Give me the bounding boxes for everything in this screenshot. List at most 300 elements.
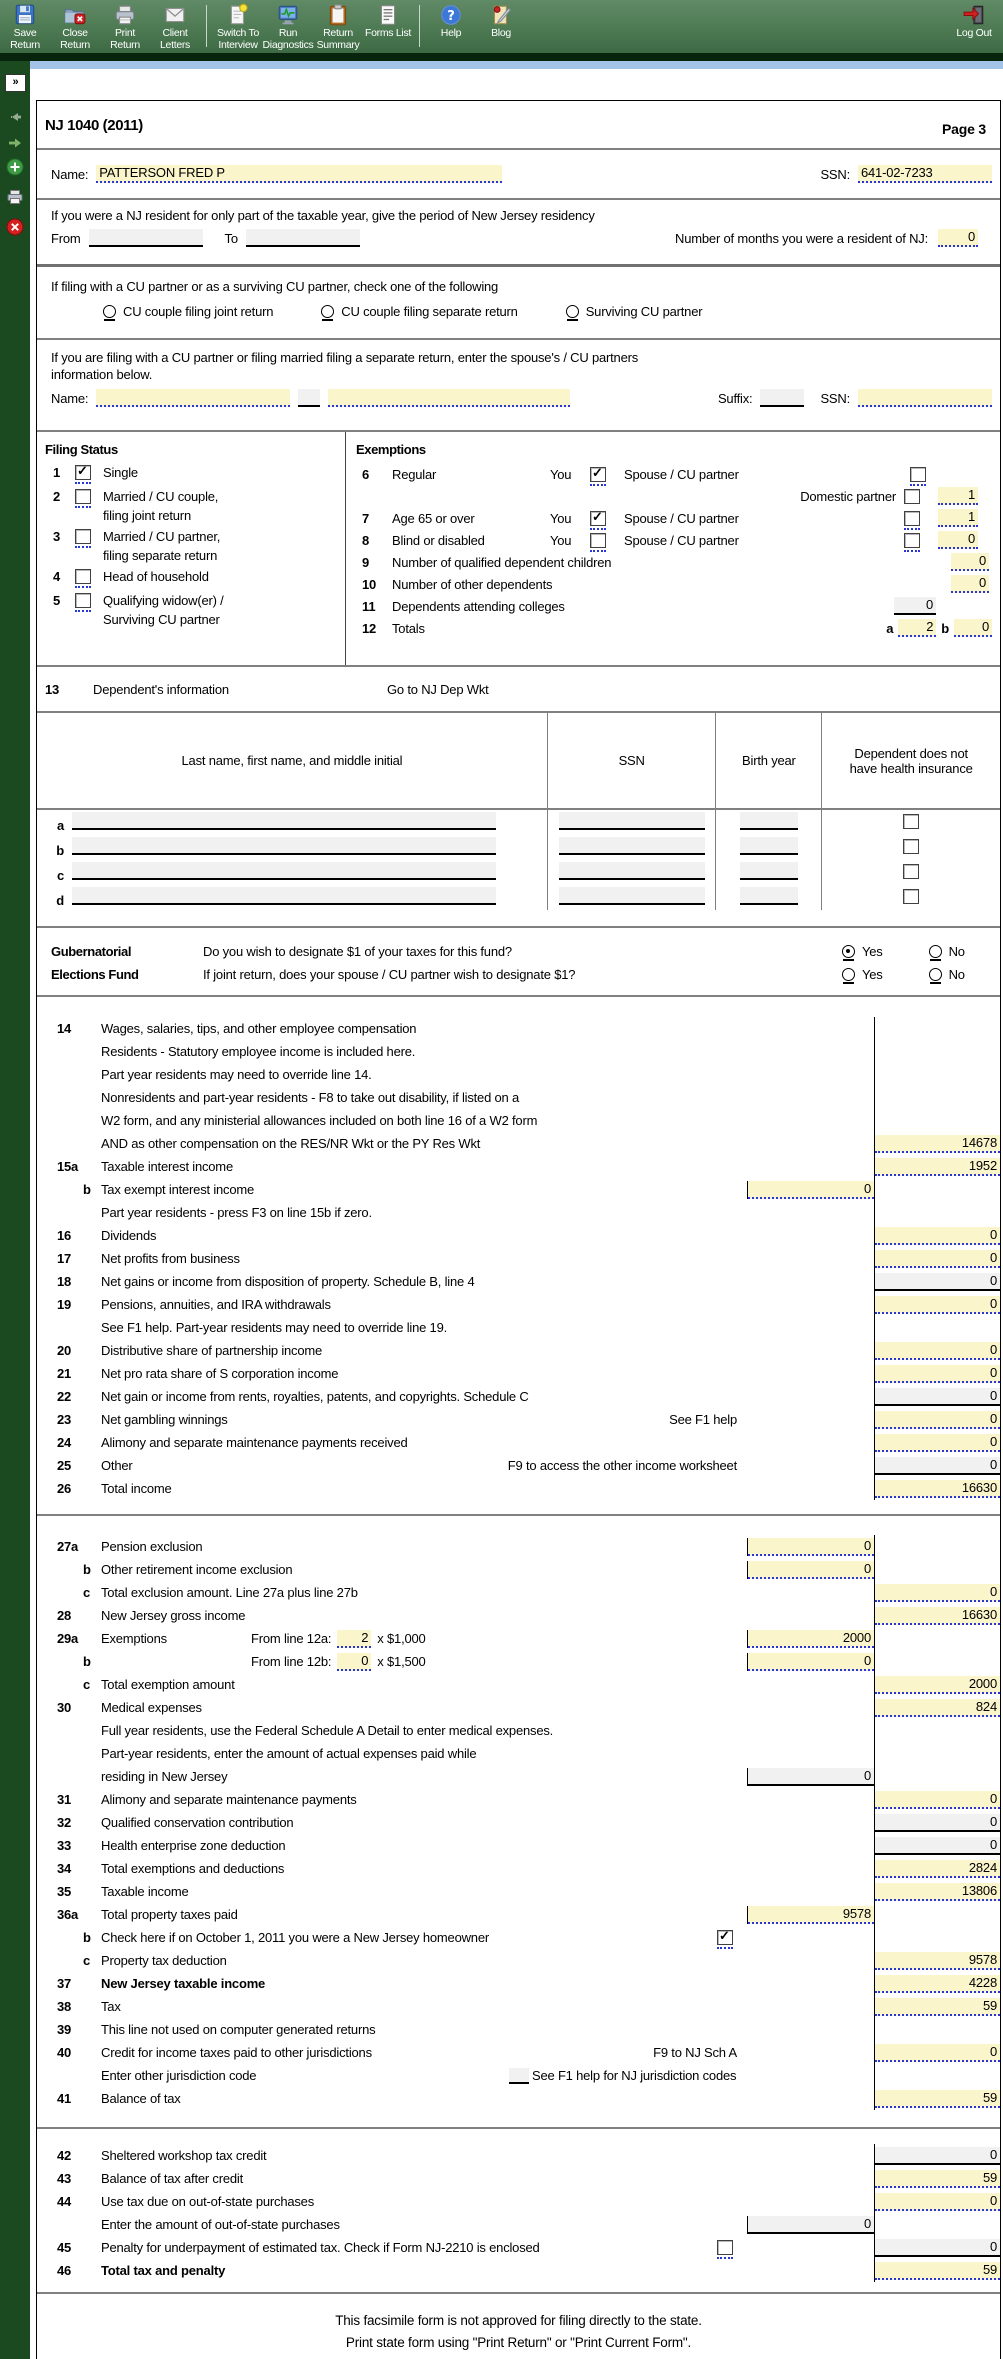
line-number: 10 xyxy=(362,576,377,592)
line-32-value-field[interactable]: 0 xyxy=(875,1814,1000,1832)
filing-status-label: Married / CU partner, filing separate return xyxy=(103,529,221,563)
form-line-19 xyxy=(45,1293,1000,1316)
line-number: 36a xyxy=(57,1907,79,1922)
you-label: You xyxy=(550,466,572,482)
other-dependents-field[interactable]: 0 xyxy=(951,575,989,593)
line-number: 43 xyxy=(57,2171,72,2186)
line-number: b xyxy=(83,1930,91,1945)
line-number: c xyxy=(83,1585,91,1600)
line-b-amount-field[interactable]: 0 xyxy=(748,1181,874,1199)
dependent-ssn-field[interactable] xyxy=(559,837,705,855)
form-line-18 xyxy=(45,1270,1000,1293)
spouse-middle-initial-field[interactable] xyxy=(298,389,320,407)
regular-spouse-checkbox[interactable] xyxy=(910,467,926,482)
dependent-name-field[interactable] xyxy=(72,812,496,830)
col-header-birth-year: Birth year xyxy=(716,712,822,809)
form-line-27a xyxy=(45,1535,1000,1558)
line-41-value-field[interactable]: 59 xyxy=(875,2090,1000,2108)
filing-status-label: Single xyxy=(103,465,138,480)
filing-status-label: Married / CU couple, filing joint return xyxy=(103,489,219,523)
line-number: 25 xyxy=(57,1458,72,1473)
line-label: Other retirement income exclusion xyxy=(101,1562,293,1577)
spouse-suffix-field[interactable] xyxy=(760,389,804,407)
exemption-label: Number of qualified dependent children xyxy=(392,554,612,570)
exemption-row-domestic xyxy=(356,485,994,507)
line-number: 34 xyxy=(57,1861,72,1876)
form-line-22 xyxy=(45,1385,1000,1408)
line-label: Part year residents may need to override line 14. xyxy=(101,1067,372,1082)
fund-you-yes-radio[interactable] xyxy=(842,945,855,958)
top-toolbar xyxy=(0,0,1003,53)
form-line-35 xyxy=(45,1880,1000,1903)
dependent-name-field[interactable] xyxy=(72,862,496,880)
line-number: 27a xyxy=(57,1539,79,1554)
cu-option-label: CU couple filing joint return xyxy=(123,304,274,319)
blog-button[interactable] xyxy=(478,3,524,40)
suffix-label: Suffix: xyxy=(717,390,753,406)
line-label: Net gain or income from rents, royalties, patents, and copyrights. Schedule C xyxy=(101,1389,529,1404)
cu-instruction: If filing with a CU partner or as a surviving CU partner, check one of the following xyxy=(51,279,499,294)
form-line-cont xyxy=(45,1109,1000,1132)
line-cont-amount-field[interactable]: 0 xyxy=(748,2216,874,2234)
line-label: Sheltered workshop tax credit xyxy=(101,2148,267,2163)
line-15a-value-field[interactable]: 1952 xyxy=(875,1158,1000,1176)
log-out-button[interactable] xyxy=(951,3,997,40)
line-27a-amount-field[interactable]: 0 xyxy=(748,1538,874,1556)
exemption-blind-count[interactable]: 0 xyxy=(938,531,978,549)
line-number: 2 xyxy=(53,489,61,504)
you-label: You xyxy=(550,510,572,526)
exemption-row-12 xyxy=(356,617,994,639)
line-46-value-field[interactable]: 59 xyxy=(875,2262,1000,2280)
dependents-table xyxy=(37,711,1000,910)
line-24-value-field[interactable]: 0 xyxy=(875,1434,1000,1452)
exemption-count-field[interactable]: 2 xyxy=(337,1630,371,1648)
line-label: Distributive share of partnership income xyxy=(101,1343,323,1358)
taxpayer-ssn-field[interactable]: 641-02-7233 xyxy=(858,165,992,183)
age65-you-checkbox[interactable] xyxy=(590,511,606,526)
exemption-row-6 xyxy=(356,463,994,485)
form-line-cont xyxy=(45,1201,1000,1224)
form-line-21 xyxy=(45,1362,1000,1385)
filing-status-checkbox-2[interactable] xyxy=(75,489,91,504)
line-label: Taxable income xyxy=(101,1884,189,1899)
help-button[interactable] xyxy=(428,3,474,40)
taxpayer-name-field[interactable]: PATTERSON FRED P xyxy=(96,165,502,183)
form-line-42 xyxy=(45,2144,1000,2167)
line-number: 33 xyxy=(57,1838,72,1853)
line-cont-amount-field[interactable]: 0 xyxy=(748,1768,874,1786)
line-number: 28 xyxy=(57,1608,72,1623)
line-label: This line not used on computer generated returns xyxy=(101,2022,376,2037)
line-label: Exemptions xyxy=(101,1631,167,1646)
line-25-value-field[interactable]: 0 xyxy=(875,1457,1000,1475)
multiplier-label: x $1,000 xyxy=(377,1631,426,1646)
line-number: 20 xyxy=(57,1343,72,1358)
cu-option-radio[interactable] xyxy=(103,305,116,318)
line-label: Part year residents - press F3 on line 15b if zero. xyxy=(101,1205,372,1220)
exemption-label: Dependents attending colleges xyxy=(392,598,565,614)
forms-list-button[interactable] xyxy=(365,3,411,40)
cu-option-radio[interactable] xyxy=(321,305,334,318)
footer-line-1: This facsimile form is not approved for filing directly to the state. xyxy=(335,2313,702,2328)
form-line-cont xyxy=(45,1765,1000,1788)
filing-status-checkbox-5[interactable] xyxy=(75,593,91,608)
exemption-label: Totals xyxy=(392,620,425,636)
exemption-label: Blind or disabled xyxy=(392,532,485,548)
line-label: Alimony and separate maintenance payments received xyxy=(101,1435,408,1450)
printer-icon xyxy=(113,3,137,27)
dependents-section xyxy=(37,667,1000,928)
sub-label: From line 12a: xyxy=(251,1631,332,1646)
line-34-value-field[interactable]: 2824 xyxy=(875,1860,1000,1878)
line-number: 18 xyxy=(57,1274,72,1289)
line-number: 4 xyxy=(53,569,61,584)
envelope-icon xyxy=(163,3,187,27)
form-line-15a xyxy=(45,1155,1000,1178)
domestic-partner-checkbox[interactable] xyxy=(904,489,920,504)
line-c-value-field[interactable]: 9578 xyxy=(875,1952,1000,1970)
form-line-38 xyxy=(45,1995,1000,2018)
form-line-46 xyxy=(45,2259,1000,2282)
line-note: F9 to NJ Sch A xyxy=(653,2045,737,2060)
form-line-16 xyxy=(45,1224,1000,1247)
form-line-40 xyxy=(45,2041,1000,2064)
line-label: Total exclusion amount. Line 27a plus line 27b xyxy=(101,1585,358,1600)
left-sidebar xyxy=(0,61,30,2359)
line-42-value-field[interactable]: 0 xyxy=(875,2147,1000,2165)
col-header-insurance: Dependent does not have health insurance xyxy=(822,712,1000,809)
line-number: 37 xyxy=(57,1976,72,1991)
dependent-birth-year-field[interactable] xyxy=(740,837,798,855)
filing-status-checkbox-3[interactable] xyxy=(75,529,91,544)
line-number: 3 xyxy=(53,529,61,544)
spouse-name-label: Name: xyxy=(51,390,89,406)
line-label: Wages, salaries, tips, and other employee compensation xyxy=(101,1021,417,1036)
sidebar-expander-tab[interactable]: » xyxy=(5,74,26,92)
scroll-quill-icon xyxy=(489,3,513,27)
residency-section xyxy=(37,200,1000,267)
filing-status-item-3 xyxy=(45,527,341,565)
form-line-23 xyxy=(45,1408,1000,1431)
form-line-45 xyxy=(45,2236,1000,2259)
line-22-value-field[interactable]: 0 xyxy=(875,1388,1000,1406)
line-number: 26 xyxy=(57,1481,72,1496)
line-37-value-field[interactable]: 4228 xyxy=(875,1975,1000,1993)
spouse-ssn-field[interactable] xyxy=(858,389,992,407)
line-label: residing in New Jersey xyxy=(101,1769,228,1784)
line-number: 16 xyxy=(57,1228,72,1243)
close-red-icon[interactable] xyxy=(5,217,25,237)
line-label: Full year residents, use the Federal Schedule A Detail to enter medical expenses. xyxy=(101,1723,554,1738)
line-number: 42 xyxy=(57,2148,72,2163)
no-health-insurance-checkbox[interactable] xyxy=(903,814,919,829)
dependent-name-field[interactable] xyxy=(72,887,496,905)
footer-line-2: Print state form using "Print Return" or "Print Current Form". xyxy=(345,2335,692,2350)
line-b-checkbox[interactable] xyxy=(717,1930,733,1945)
line-label: Total exemptions and deductions xyxy=(101,1861,285,1876)
line-19-value-field[interactable]: 0 xyxy=(875,1296,1000,1314)
line-label: Net gains or income from disposition of property. Schedule B, line 4 xyxy=(101,1274,475,1289)
filing-status-checkbox-4[interactable] xyxy=(75,569,91,584)
cu-option-1 xyxy=(103,304,273,319)
cu-option-radio[interactable] xyxy=(566,305,579,318)
line-30-value-field[interactable]: 824 xyxy=(875,1699,1000,1717)
spouse-firstname-field[interactable] xyxy=(328,389,570,407)
line-number: 9 xyxy=(362,554,370,570)
line-45-checkbox[interactable] xyxy=(717,2240,733,2255)
jurisdiction-code-field[interactable] xyxy=(509,2068,529,2084)
totals-b-label: b xyxy=(941,620,949,636)
floppy-disk-icon xyxy=(13,3,37,27)
form-line-29a xyxy=(45,1627,1000,1650)
line-38-value-field[interactable]: 59 xyxy=(875,1998,1000,2016)
run-diagnostics-button[interactable] xyxy=(262,3,314,51)
spouse-instruction-1: If you are filing with a CU partner or filing married filing a separate return, enter the spouse's / CU partners xyxy=(51,350,639,365)
back-arrow-icon[interactable] xyxy=(5,107,25,127)
line-label: Net profits from business xyxy=(101,1251,240,1266)
exemption-label: Age 65 or over xyxy=(392,510,475,526)
regular-you-checkbox[interactable] xyxy=(590,467,606,482)
toolbar-divider xyxy=(206,5,207,47)
close-return-button[interactable] xyxy=(52,3,98,51)
dependent-row-b xyxy=(37,835,1000,860)
line-label: Total exemption amount xyxy=(101,1677,235,1692)
spouse-lastname-field[interactable] xyxy=(96,389,290,407)
sub-label: From line 12b: xyxy=(251,1654,332,1669)
elections-fund-heading: Elections Fund xyxy=(51,967,139,982)
filing-status-label: Qualifying widow(er) / Surviving CU partner xyxy=(103,593,224,627)
dependents-label: Dependent's information xyxy=(93,681,229,697)
line-number: 41 xyxy=(57,2091,72,2106)
toolbar-button-label: Run Diagnostics xyxy=(262,27,314,51)
fund-spouse-no-radio[interactable] xyxy=(929,968,942,981)
return-summary-button[interactable] xyxy=(315,3,361,51)
line-number: 31 xyxy=(57,1792,72,1807)
no-health-insurance-checkbox[interactable] xyxy=(903,889,919,904)
filing-status-item-5 xyxy=(45,591,341,629)
form-header xyxy=(37,101,1000,150)
line-number: 45 xyxy=(57,2240,72,2255)
save-return-button[interactable] xyxy=(2,3,48,51)
exemption-regular-count[interactable]: 1 xyxy=(938,487,978,505)
line-c-value-field[interactable]: 0 xyxy=(875,1584,1000,1602)
toolbar-divider xyxy=(419,5,420,47)
form-line-c xyxy=(45,1581,1000,1604)
clipboard-icon xyxy=(326,3,350,27)
form-line-cont xyxy=(45,1063,1000,1086)
form-line-cont xyxy=(45,1719,1000,1742)
form-line-c xyxy=(45,1949,1000,1972)
line-number: 22 xyxy=(57,1389,72,1404)
totals-b-field[interactable]: 0 xyxy=(954,619,992,637)
toolbar-button-label: Print Return xyxy=(110,27,140,51)
line-label: Balance of tax after credit xyxy=(101,2171,244,2186)
exemption-age65-count[interactable]: 1 xyxy=(938,509,978,527)
residency-instruction: If you were a NJ resident for only part of the taxable year, give the period of New Jersey residency xyxy=(51,208,595,223)
switch-to-interview-button[interactable] xyxy=(215,3,261,51)
dependent-birth-year-field[interactable] xyxy=(740,812,798,830)
cu-option-3 xyxy=(566,304,703,319)
question-circle-icon xyxy=(439,3,463,27)
line-number: 13 xyxy=(45,681,60,697)
line-number: c xyxy=(83,1677,91,1692)
line-29a-amount-field[interactable]: 2000 xyxy=(748,1630,874,1648)
line-number: 40 xyxy=(57,2045,72,2060)
residency-to-field[interactable] xyxy=(246,229,360,247)
line-36a-amount-field[interactable]: 9578 xyxy=(748,1906,874,1924)
filing-status-label: Head of household xyxy=(103,569,209,584)
line-44-value-field[interactable]: 0 xyxy=(875,2193,1000,2211)
form-line-b xyxy=(45,1178,1000,1201)
filing-status-heading: Filing Status xyxy=(45,442,118,457)
exemption-count-field[interactable]: 0 xyxy=(337,1653,371,1671)
exemption-row-7 xyxy=(356,507,994,529)
dependent-birth-year-field[interactable] xyxy=(740,887,798,905)
fund-spouse-yes-radio[interactable] xyxy=(842,968,855,981)
form-line-20 xyxy=(45,1339,1000,1362)
line-number: 12 xyxy=(362,620,377,636)
blind-you-checkbox[interactable] xyxy=(590,533,606,548)
line-number: 5 xyxy=(53,593,61,608)
line-number: 23 xyxy=(57,1412,72,1427)
document-lines-icon xyxy=(376,3,400,27)
line-number: 32 xyxy=(57,1815,72,1830)
spouse-label: Spouse / CU partner xyxy=(624,532,739,548)
line-label: Residents - Statutory employee income is included here. xyxy=(101,1044,416,1059)
line-33-value-field[interactable]: 0 xyxy=(875,1837,1000,1855)
line-45-value-field[interactable]: 0 xyxy=(875,2239,1000,2257)
form-content-area xyxy=(30,61,1003,2359)
line-label: W2 form, and any ministerial allowances included on both line 16 of a W2 form xyxy=(101,1113,538,1128)
line-number: 11 xyxy=(362,598,376,614)
dependent-row-d xyxy=(37,885,1000,910)
line-23-value-field[interactable]: 0 xyxy=(875,1411,1000,1429)
dependent-birth-year-field[interactable] xyxy=(740,862,798,880)
filing-status-checkbox-1[interactable] xyxy=(75,465,91,480)
print-return-button[interactable] xyxy=(102,3,148,51)
add-circle-icon[interactable] xyxy=(5,157,25,177)
line-cont-value-field[interactable]: 14678 xyxy=(875,1135,1000,1153)
line-label: Other xyxy=(101,1458,133,1473)
line-b-amount-field[interactable]: 0 xyxy=(748,1561,874,1579)
form-line-32 xyxy=(45,1811,1000,1834)
form-line-25 xyxy=(45,1454,1000,1477)
row-letter: c xyxy=(56,868,64,883)
line-label: See F1 help. Part-year residents may need to override line 19. xyxy=(101,1320,448,1335)
form-line-cont xyxy=(45,2064,1000,2087)
cu-option-label: Surviving CU partner xyxy=(585,304,703,319)
line-17-value-field[interactable]: 0 xyxy=(875,1250,1000,1268)
totals-a-field[interactable]: 2 xyxy=(898,619,936,637)
line-label: Health enterprise zone deduction xyxy=(101,1838,286,1853)
dependent-row-c xyxy=(37,860,1000,885)
line-c-value-field[interactable]: 2000 xyxy=(875,1676,1000,1694)
line-43-value-field[interactable]: 59 xyxy=(875,2170,1000,2188)
folder-close-icon xyxy=(63,3,87,27)
toolbar-button-label: Close Return xyxy=(60,27,90,51)
filing-status-item-2 xyxy=(45,487,341,525)
client-letters-button[interactable] xyxy=(152,3,198,51)
form-line-cont xyxy=(45,2213,1000,2236)
spouse-info-section xyxy=(37,340,1000,432)
top-blue-strip xyxy=(30,61,1003,69)
exemptions-column xyxy=(346,432,1000,665)
logout-door-icon xyxy=(962,3,986,27)
line-40-value-field[interactable]: 0 xyxy=(875,2044,1000,2062)
line-26-value-field[interactable]: 16630 xyxy=(875,1480,1000,1498)
line-20-value-field[interactable]: 0 xyxy=(875,1342,1000,1360)
line-label: Taxable interest income xyxy=(101,1159,233,1174)
spouse-ssn-label: SSN: xyxy=(820,390,850,406)
forward-arrow-icon[interactable] xyxy=(5,133,25,153)
line-label: Enter the amount of out-of-state purchases xyxy=(101,2217,340,2232)
toolbar-button-label: Save Return xyxy=(10,27,40,51)
exemption-row-11 xyxy=(356,595,994,617)
form-line-39 xyxy=(45,2018,1000,2041)
go-to-dep-wkt-link[interactable]: Go to NJ Dep Wkt xyxy=(387,681,489,697)
line-label: Total property taxes paid xyxy=(101,1907,238,1922)
line-note: See F1 help xyxy=(669,1412,737,1427)
line-label: AND as other compensation on the RES/NR Wkt or the PY Res Wkt xyxy=(101,1136,481,1151)
line-number: b xyxy=(83,1562,91,1577)
dependent-ssn-field[interactable] xyxy=(559,862,705,880)
line-b-amount-field[interactable]: 0 xyxy=(748,1653,874,1671)
line-35-value-field[interactable]: 13806 xyxy=(875,1883,1000,1901)
line-31-value-field[interactable]: 0 xyxy=(875,1791,1000,1809)
line-number: b xyxy=(83,1182,91,1197)
toolbar-button-label: Log Out xyxy=(956,27,992,39)
form-line-cont xyxy=(45,1316,1000,1339)
line-label: Use tax due on out-of-state purchases xyxy=(101,2194,315,2209)
form-line-34 xyxy=(45,1857,1000,1880)
form-line-cont xyxy=(45,1742,1000,1765)
yes-label: Yes xyxy=(862,967,883,982)
line-21-value-field[interactable]: 0 xyxy=(875,1365,1000,1383)
print-icon[interactable] xyxy=(5,187,25,207)
line-number: 35 xyxy=(57,1884,72,1899)
dependent-ssn-field[interactable] xyxy=(559,812,705,830)
line-18-value-field[interactable]: 0 xyxy=(875,1273,1000,1291)
fund-you-no-radio[interactable] xyxy=(929,945,942,958)
dependent-ssn-field[interactable] xyxy=(559,887,705,905)
line-number: 24 xyxy=(57,1435,72,1450)
form-line-36a xyxy=(45,1903,1000,1926)
dependent-name-field[interactable] xyxy=(72,837,496,855)
no-health-insurance-checkbox[interactable] xyxy=(903,839,919,854)
line-number: 30 xyxy=(57,1700,72,1715)
months-resident-field[interactable]: 0 xyxy=(938,229,978,247)
line-label: Penalty for underpayment of estimated tax. Check if Form NJ-2210 is enclosed xyxy=(101,2240,540,2255)
name-label: Name: xyxy=(51,166,89,182)
tax-section-42-46 xyxy=(37,2129,1000,2294)
form-line-30 xyxy=(45,1696,1000,1719)
line-label: Total income xyxy=(101,1481,172,1496)
age65-spouse-checkbox[interactable] xyxy=(904,511,920,526)
blind-spouse-checkbox[interactable] xyxy=(904,533,920,548)
line-28-value-field[interactable]: 16630 xyxy=(875,1607,1000,1625)
residency-from-field[interactable] xyxy=(89,229,203,247)
line-16-value-field[interactable]: 0 xyxy=(875,1227,1000,1245)
form-line-31 xyxy=(45,1788,1000,1811)
no-health-insurance-checkbox[interactable] xyxy=(903,864,919,879)
dependents-college-field[interactable]: 0 xyxy=(894,597,936,615)
toolbar-button-label: Return Summary xyxy=(316,27,360,51)
toolbar-button-label: Client Letters xyxy=(160,27,190,51)
qualified-dependent-children-field[interactable]: 0 xyxy=(951,553,989,571)
exemption-row-9 xyxy=(356,551,994,573)
line-number: 39 xyxy=(57,2022,72,2037)
